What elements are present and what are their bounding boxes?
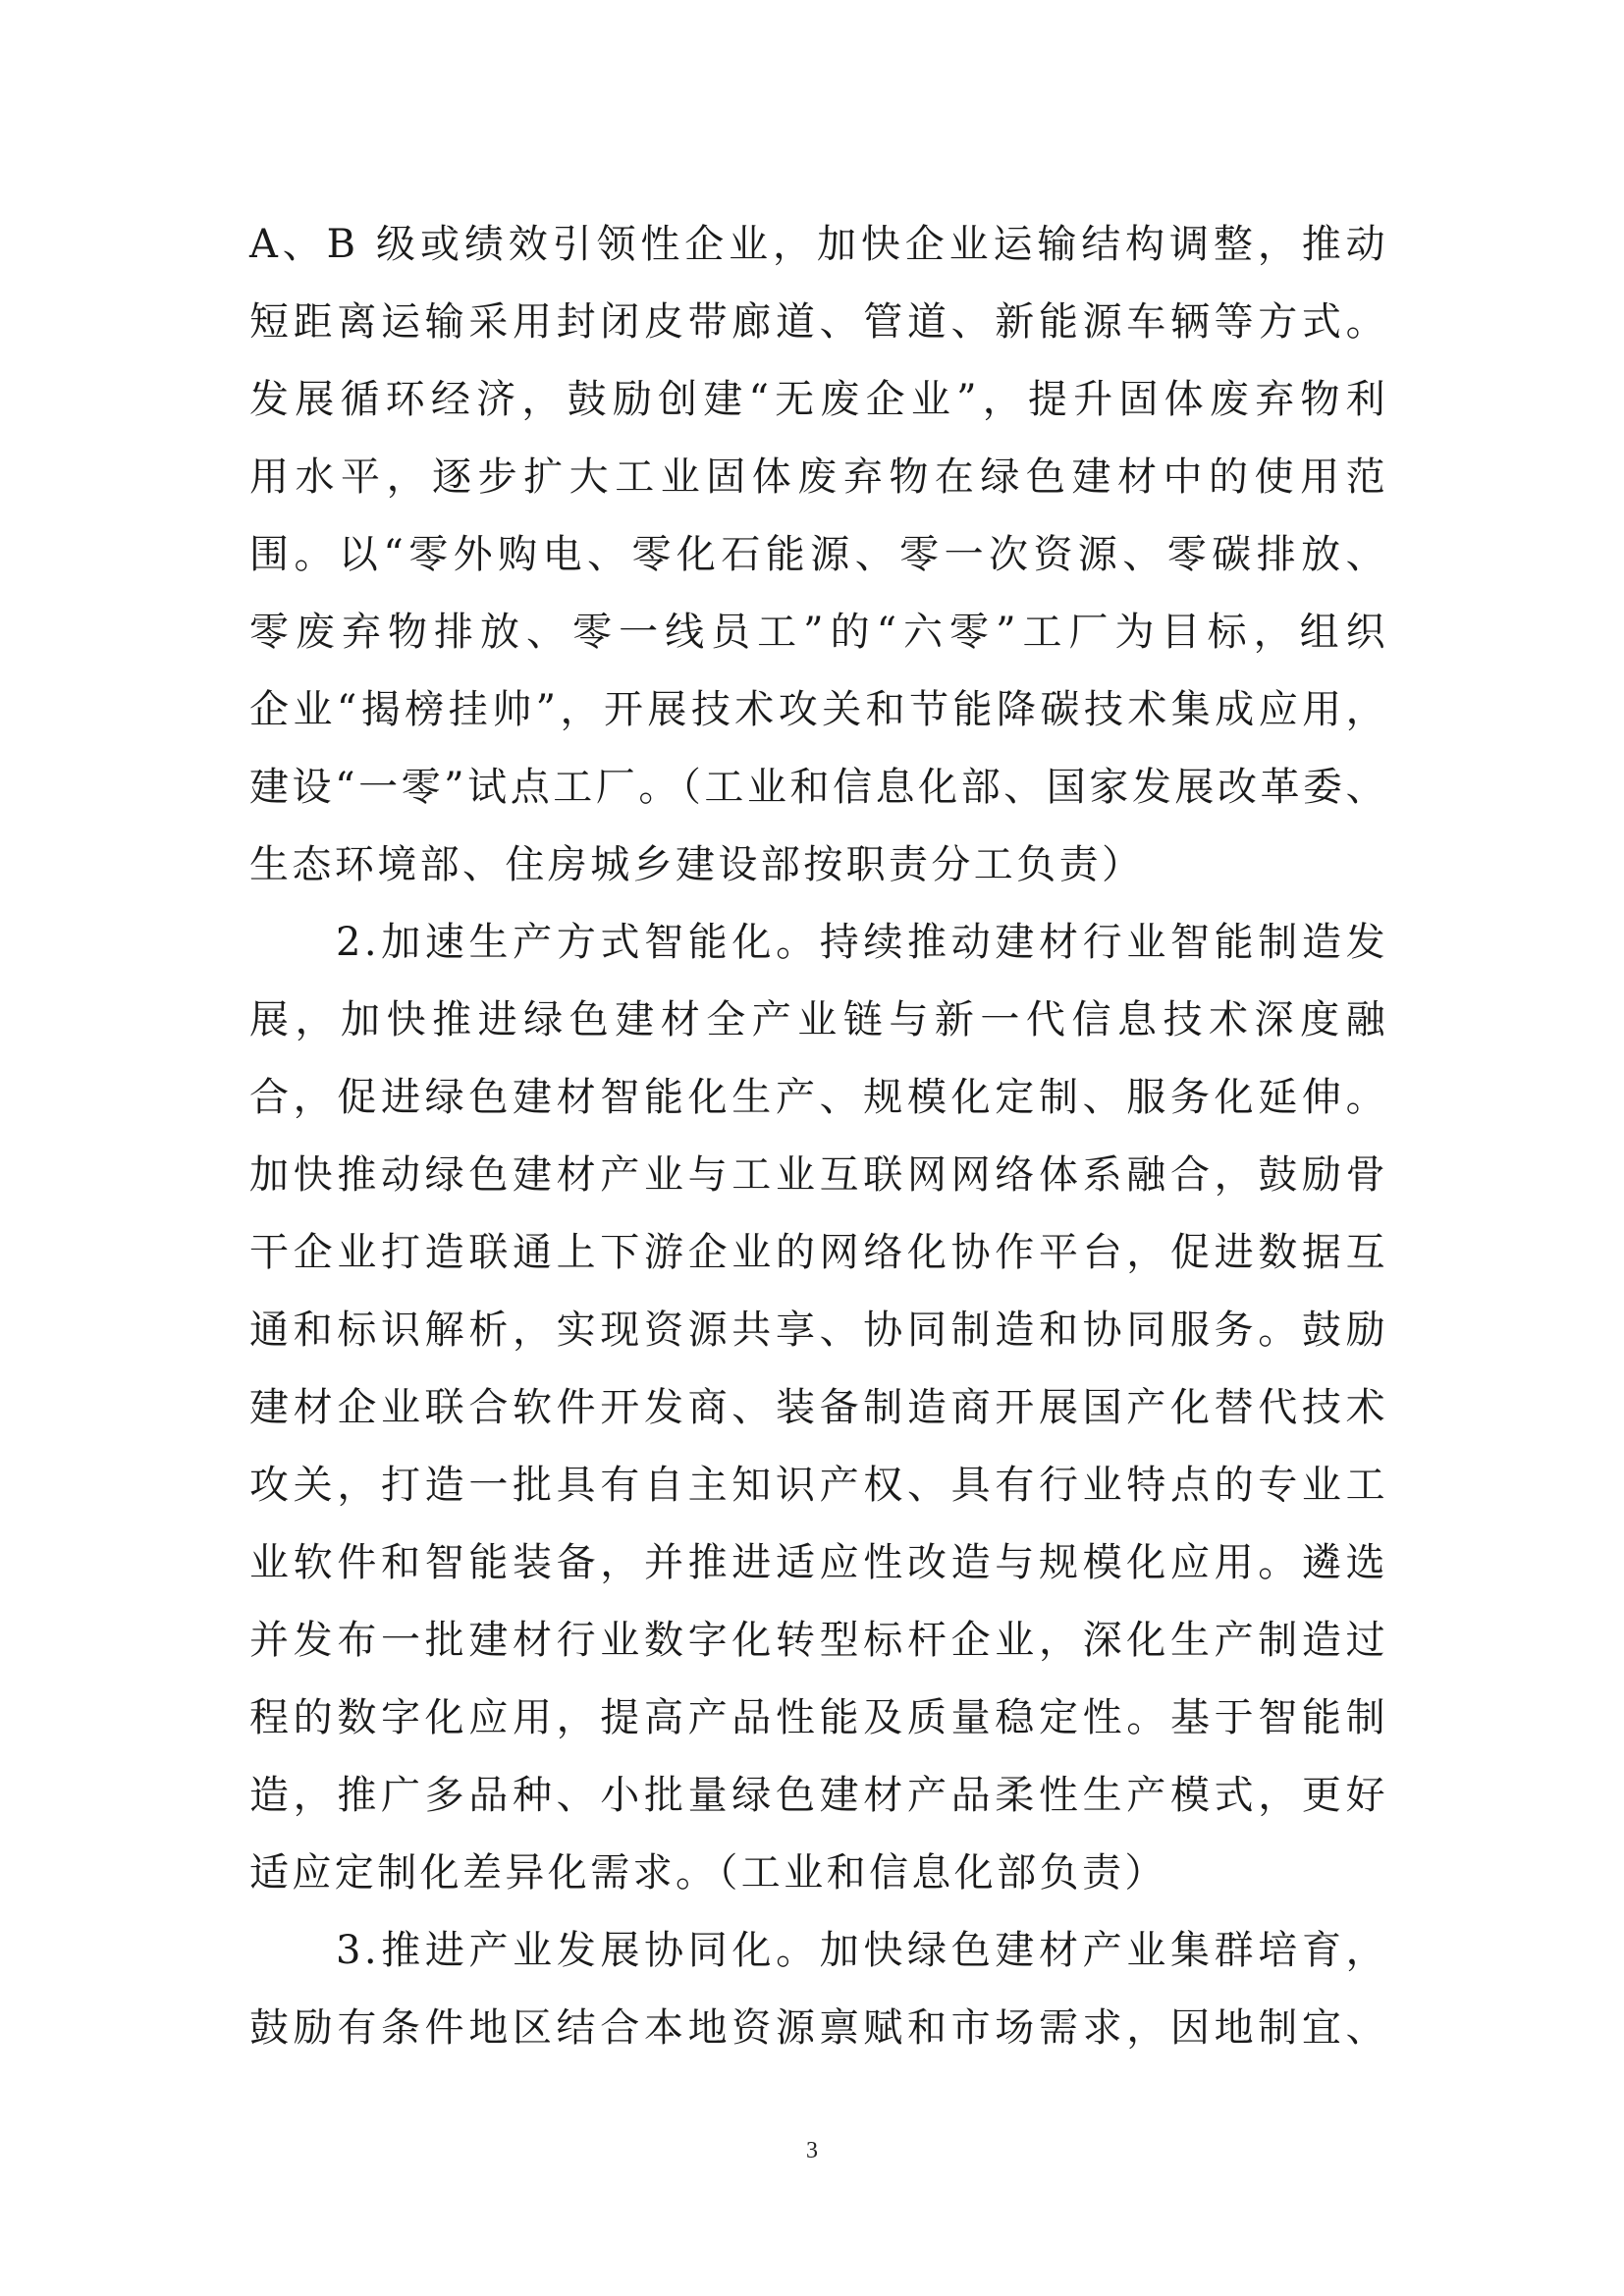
text-line: 围。以“零外购电、零化石能源、零一次资源、零碳排放、 [249, 532, 1388, 577]
page-number: 3 [806, 2138, 818, 2163]
text-line: 零废弃物排放、零一线员工”的“六零”工厂为目标，组织 [249, 610, 1388, 655]
text-line: 发展循环经济，鼓励创建“无废企业”，提升固体废弃物利 [249, 377, 1388, 422]
text-line: 鼓励有条件地区结合本地资源禀赋和市场需求，因地制宜、 [249, 2005, 1388, 2051]
text-line: 建材企业联合软件开发商、装备制造商开展国产化替代技术 [249, 1385, 1388, 1430]
text-line: 生态环境部、住房城乡建设部按职责分工负责） [249, 842, 1145, 887]
text-line: 用水平，逐步扩大工业固体废弃物在绿色建材中的使用范 [249, 454, 1388, 500]
text-line: 通和标识解析，实现资源共享、协同制造和协同服务。鼓励 [249, 1308, 1388, 1353]
text-line: 造，推广多品种、小批量绿色建材产品柔性生产模式，更好 [249, 1773, 1388, 1818]
text-line: 展，加快推进绿色建材全产业链与新一代信息技术深度融 [249, 997, 1388, 1042]
text-line: 攻关，打造一批具有自主知识产权、具有行业特点的专业工 [249, 1463, 1388, 1508]
text-line: 业软件和智能装备，并推进适应性改造与规模化应用。遴选 [249, 1540, 1388, 1585]
body-text [249, 206, 1388, 2067]
text-line: 短距离运输采用封闭皮带廊道、管道、新能源车辆等方式。 [249, 299, 1388, 345]
text-line: 加快推动绿色建材产业与工业互联网网络体系融合，鼓励骨 [249, 1152, 1388, 1198]
text-line: 合，促进绿色建材智能化生产、规模化定制、服务化延伸。 [249, 1075, 1388, 1120]
text-line: 企业“揭榜挂帅”，开展技术攻关和节能降碳技术集成应用， [249, 687, 1388, 732]
text-line: 适应定制化差异化需求。（工业和信息化部负责） [249, 1850, 1167, 1896]
text-line: 并发布一批建材行业数字化转型标杆企业，深化生产制造过 [249, 1618, 1388, 1663]
text-line: 建设“一零”试点工厂。（工业和信息化部、国家发展改革委、 [249, 765, 1388, 810]
text-line: 程的数字化应用，提高产品性能及质量稳定性。基于智能制 [249, 1695, 1388, 1740]
text-line: 3.推进产业发展协同化。加快绿色建材产业集群培育， [336, 1928, 1388, 1973]
text-line: 2.加速生产方式智能化。持续推动建材行业智能制造发 [336, 920, 1388, 965]
text-line: A、B 级或绩效引领性企业，加快企业运输结构调整，推动 [249, 222, 1388, 267]
text-line: 干企业打造联通上下游企业的网络化协作平台，促进数据互 [249, 1230, 1388, 1275]
